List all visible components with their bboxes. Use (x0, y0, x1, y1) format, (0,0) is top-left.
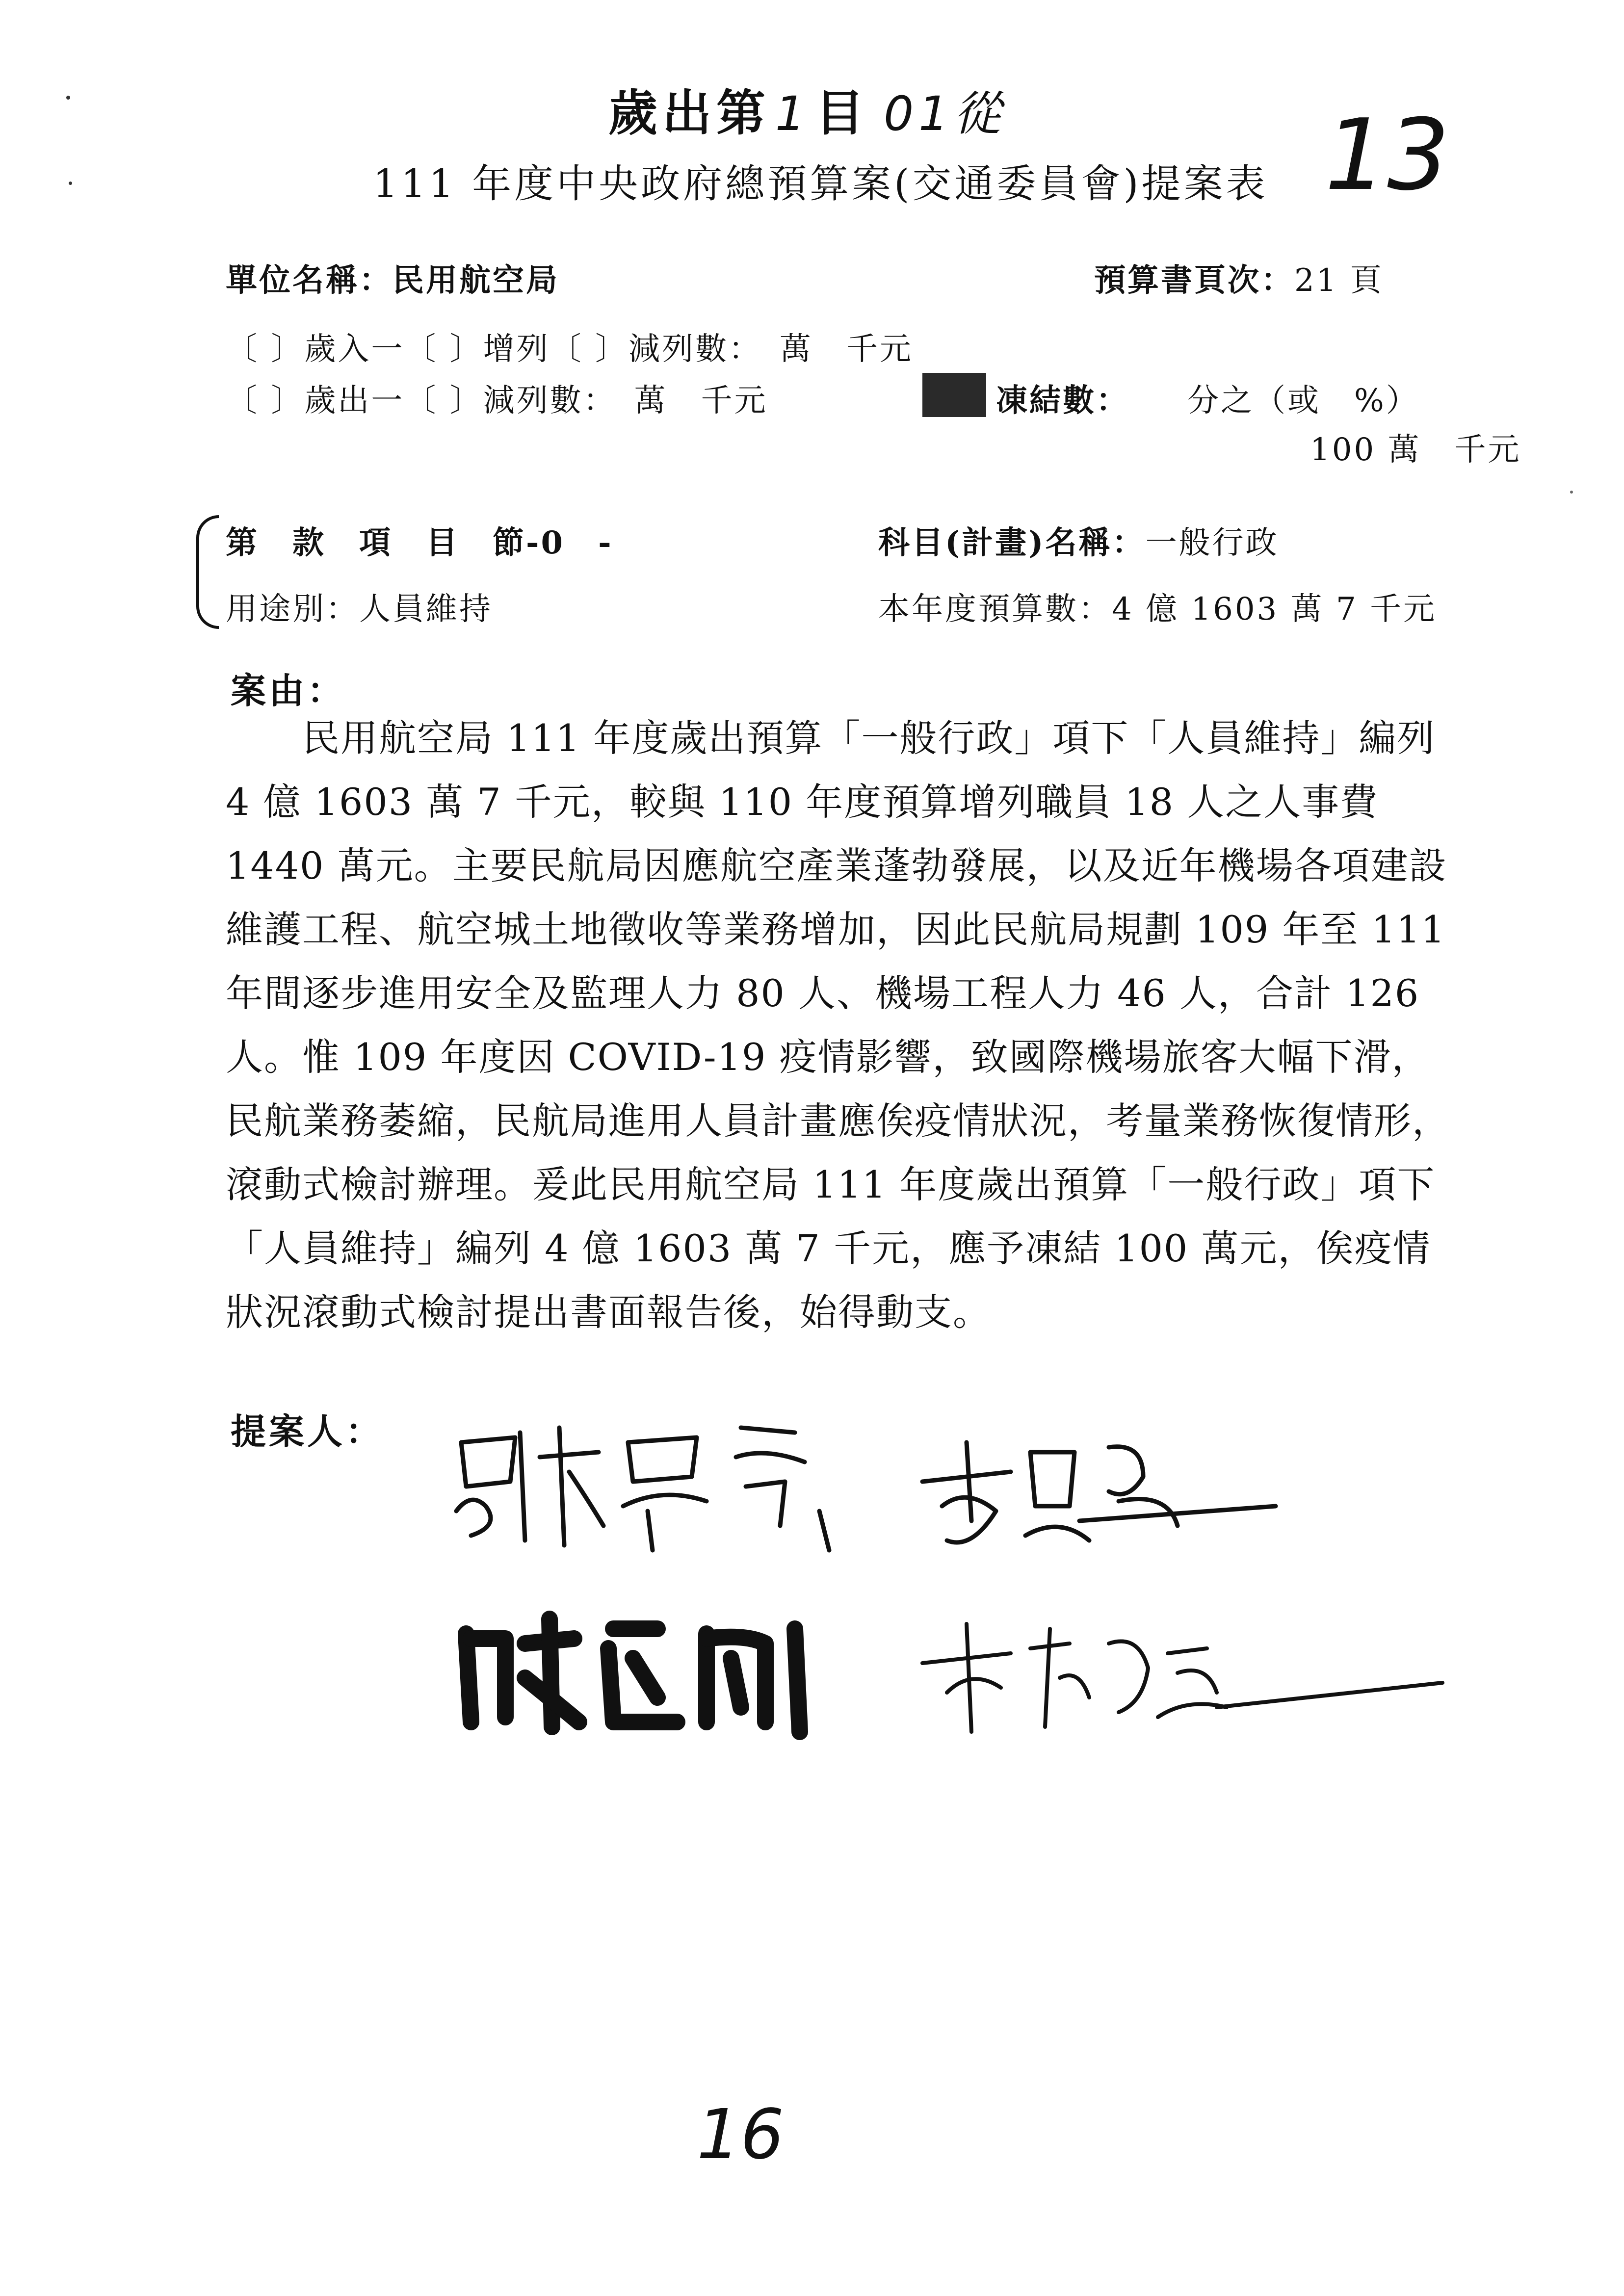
section-line (226, 518, 613, 563)
reason-label: 案由： (231, 670, 346, 711)
budget-page-value: 21 頁 (1294, 262, 1384, 299)
budget-page-label: 預算書頁次： (1094, 262, 1294, 299)
scan-speck (69, 182, 72, 185)
unit-row (226, 255, 559, 300)
reason-paragraph: 民用航空局 111 年度歲出預算「一般行政」項下「人員維持」編列 4 億 1603 萬 7 千元，較與 110 年度預算增列職員 18 人之人事費 1440 萬元。主要民航局因應航空產業蓬勃發展，以及近年機場各項建設維護工程、航空城土地徵收等業務增加，因此民航局規劃 109 年至 111 年間逐步進用安全及監理人力 80 人、機場工程人力 46 人，合計 126 人。惟 109 年度因 COVID-19 疫情影響，致國際機場旅客大幅下滑，民航業務萎縮，民航局進用人員計畫應俟疫情狀況，考量業務恢復情形，滾動式檢討辦理。爰此民用航空局 111 年度歲出預算「一般行政」項下「人員維持」編列 4 億 1603 萬 7 千元，應予凍結 100 萬元，俟疫情狀況滾動式檢討提出書面報告後，始得動支。 (226, 716, 1450, 1334)
form-subtitle: 111 年度中央政府總預算案(交通委員會)提案表 (373, 161, 1268, 207)
title-handwritten-note: 01從 (884, 86, 1006, 141)
revenue-line: 〔 〕歲入一〔 〕增列〔 〕減列數： 萬 千元 (226, 331, 914, 367)
budget-page-row (1094, 255, 1384, 300)
freeze-ratio: 分之（或 %） (1187, 383, 1419, 419)
title-part1: 歲出第 (608, 84, 770, 142)
budget-line (878, 584, 1437, 629)
handwritten-proposal-number: 13 (1325, 98, 1450, 212)
section-text: 第 款 項 目 節-0 - (226, 524, 613, 561)
subject-value: 一般行政 (1145, 525, 1279, 561)
proposer-label: 提案人： (231, 1410, 384, 1452)
title-handwritten-mark: 1 (775, 86, 811, 141)
usage-line: 用途別：人員維持 (226, 591, 493, 627)
subject-label: 科目(計畫)名稱： (878, 524, 1146, 561)
freeze-label: 凍結數： (996, 382, 1129, 419)
scan-speck (1570, 491, 1573, 494)
unit-label: 單位名稱： (226, 262, 393, 299)
classification-bracket (196, 515, 219, 629)
signature-1 (442, 1413, 883, 1560)
signature-3 (451, 1599, 854, 1747)
subject-line (878, 518, 1279, 563)
reason-body (226, 706, 1452, 1344)
scan-speck (66, 96, 70, 100)
form-title (608, 74, 1005, 144)
budget-value: 4 億 1603 萬 7 千元 (1112, 591, 1437, 627)
signature-2 (913, 1423, 1285, 1570)
signature-4 (913, 1609, 1452, 1747)
expenditure-line: 〔 〕歲出一〔 〕減列數： 萬 千元 (226, 383, 768, 419)
budget-label: 本年度預算數： (878, 591, 1112, 627)
redacted-checkbox (922, 373, 986, 417)
title-part2: 目 (815, 84, 869, 142)
handwritten-page-number: 16 (697, 2095, 785, 2175)
freeze-amount: 100 萬 千元 (1310, 432, 1521, 468)
unit-value: 民用航空局 (393, 262, 559, 299)
